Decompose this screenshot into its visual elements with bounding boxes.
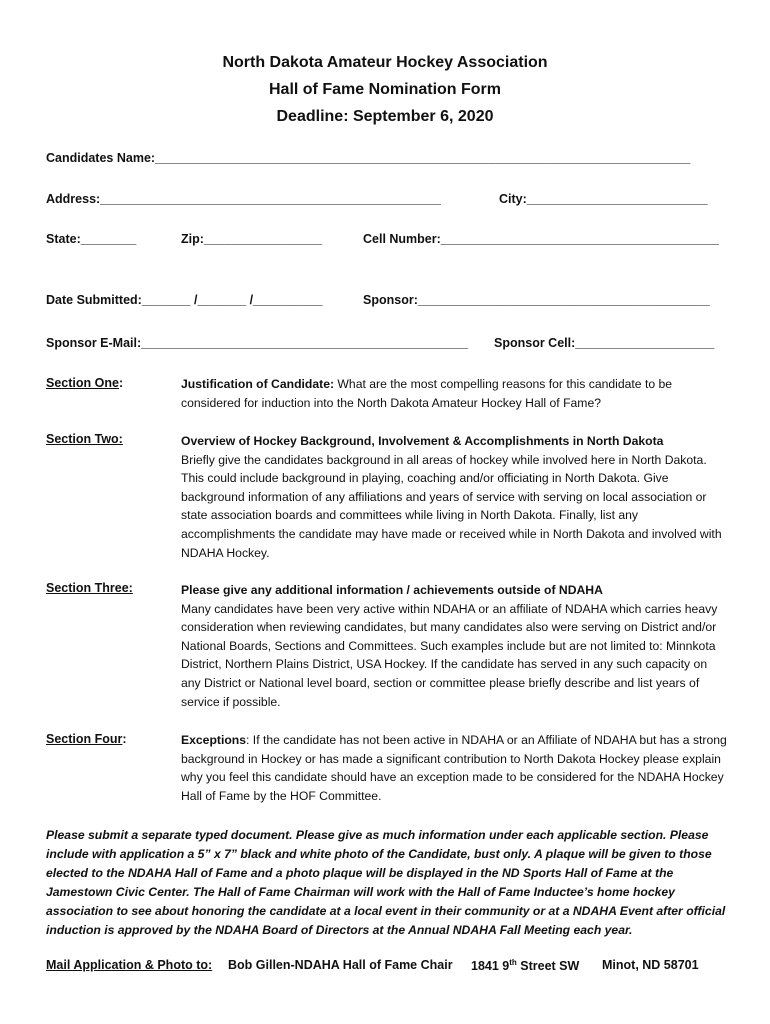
section-two-title: Overview of Hockey Background, Involvement & Accomplishments in North Dakota xyxy=(181,434,664,448)
section-one-label-text: Section One xyxy=(46,376,119,390)
section-three-title: Please give any additional information / achievements outside of NDAHA xyxy=(181,583,603,597)
mail-street-name: Street SW xyxy=(516,959,580,974)
form-header xyxy=(0,49,770,130)
state-field[interactable]: State:________ xyxy=(46,232,137,246)
section-four-title: Exceptions xyxy=(181,733,247,747)
section-one-label xyxy=(46,376,123,390)
cell-number-field[interactable]: Cell Number:________________________________________ xyxy=(363,232,719,246)
candidate-name-field[interactable]: Candidates Name:_____________________________________________________________________________ xyxy=(46,151,691,165)
section-two-label: Section Two: xyxy=(46,432,123,446)
mail-street xyxy=(471,958,579,973)
sponsor-cell-field[interactable]: Sponsor Cell:____________________ xyxy=(494,336,715,350)
section-three-text: Many candidates have been very active within NDAHA or an affiliate of NDAHA which carries heavy consideration when reviewing candidates, but many candidates also were serving on District and/or National Boards, Sections and Committees. Such examples include but are not limited to: Minnkota District, Northern Plains District, USA Hockey. If the candidate has served in any such capacity on any District or National level board, section or committee please briefly describe and list years of service if possible. xyxy=(181,601,718,709)
section-two-body xyxy=(181,432,729,562)
mail-street-number: 1841 9 xyxy=(471,959,510,974)
section-three-label: Section Three: xyxy=(46,581,133,595)
city-field[interactable]: City:__________________________ xyxy=(499,192,708,206)
address-field[interactable]: Address:_________________________________________________ xyxy=(46,192,441,206)
section-four-label xyxy=(46,732,127,746)
section-three-body xyxy=(181,581,729,711)
section-one-text: What are the most compelling reasons for this candidate to be considered for induction into the North Dakota Amateur Hockey Hall of Fame? xyxy=(181,377,673,410)
sponsor-field[interactable]: Sponsor:__________________________________________ xyxy=(363,293,710,307)
date-submitted-field[interactable]: Date Submitted:_______ /_______ /__________ xyxy=(46,293,323,307)
mail-city: Minot, ND 58701 xyxy=(602,958,699,972)
section-four-text: : If the candidate has not been active in NDAHA or an Affiliate of NDAHA but has a strong background in Hockey or has made a significant contribution to North Dakota Hockey please explain why you feel this candidate should have an exception made to be considered for the NDAHA Hockey Hall of Fame by the HOF Committee. xyxy=(181,733,727,803)
section-two-text: Briefly give the candidates background in all areas of hockey while involved here in North Dakota. This could include background in playing, coaching and/or officiating in North Dakota. Give background information of any affiliations and years of service with serving on local association or state association boards and committees while living in North Dakota. Finally, list any accomplishments the candidate may have made or received while in North Dakota and involved with NDAHA Hockey. xyxy=(181,452,722,560)
mail-street-suffix: th xyxy=(509,958,517,967)
section-four-label-text: Section Four xyxy=(46,732,123,746)
deadline: Deadline: September 6, 2020 xyxy=(276,108,494,125)
form-title: Hall of Fame Nomination Form xyxy=(268,81,501,98)
submission-note: Please submit a separate typed document. Please give as much information under each applicable section. Please include with application a 5” x 7” black and white photo of the Candidate, bust only. A plaque will be given to those elected to the NDAHA Hall of Fame and a photo plaque will be displayed in the ND Sports Hall of Fame at the Jamestown Civic Center. The Hall of Fame Chairman will work with the Hall of Fame Inductee’s home hockey association to see about honoring the candidate at a local event in their community or at a NDAHA Event after official induction is approved by the NDAHA Board of Directors at the Annual NDAHA Fall Meeting each year. xyxy=(46,828,726,937)
mail-recipient: Bob Gillen-NDAHA Hall of Fame Chair xyxy=(228,958,453,972)
association-title: North Dakota Amateur Hockey Association xyxy=(222,54,548,71)
sponsor-email-field[interactable]: Sponsor E-Mail:_______________________________________________ xyxy=(46,336,468,350)
zip-field[interactable]: Zip:_________________ xyxy=(181,232,323,246)
section-one-title: Justification of Candidate: xyxy=(181,377,335,391)
section-four-body xyxy=(181,731,729,805)
section-one-colon: : xyxy=(118,376,124,390)
section-four-colon: : xyxy=(122,732,127,746)
mail-label: Mail Application & Photo to: xyxy=(46,958,213,972)
section-one-body xyxy=(181,375,729,412)
